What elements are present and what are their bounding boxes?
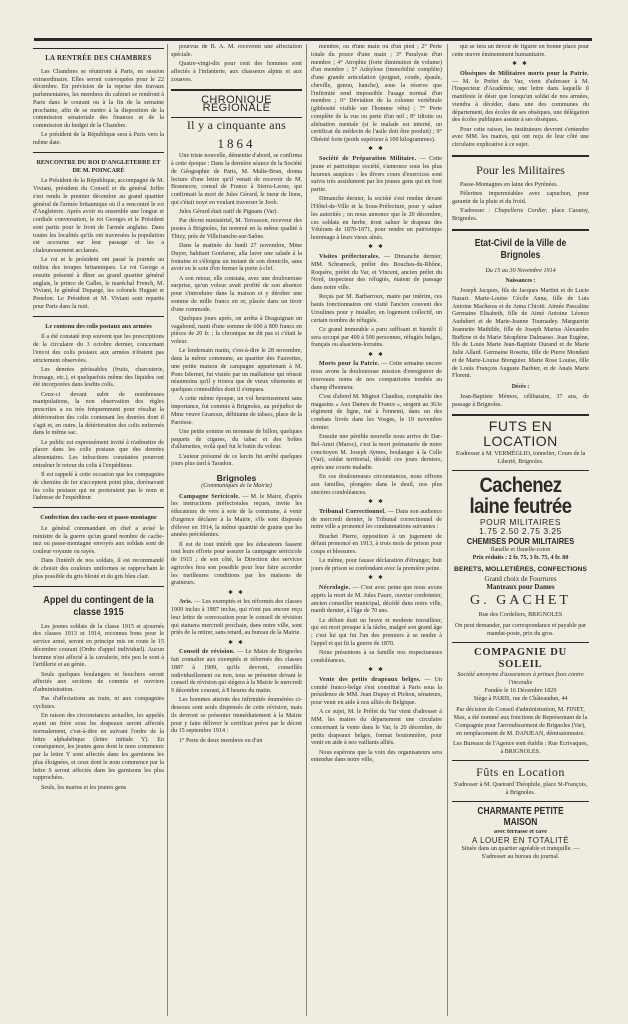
article-paragraph: Le défunt était un brave et modeste travailleur, qui est mort presque à la tâche, malgré son grand âge ; c'est lui qui fut l'un des premiers à se rendre à l'appel et qui fit la guerre de 1870.	[311, 617, 442, 647]
run-in-heading: Société de Préparation Militaire.	[319, 156, 417, 162]
article-paragraph: Par décret ministériel, M. Terrasson, receveur des postes à Brignoles, fut nommé en la même qualité à Thizy, près de Villefranche-sur-Saône.	[171, 218, 302, 240]
section-rule	[452, 414, 589, 416]
article-paragraph: 1° Perte de deux membres ou d'un	[179, 737, 263, 744]
section-rule	[33, 48, 164, 49]
heading-naissances: Naissances :	[505, 278, 536, 285]
paragraph-text: — Les exemptés et les réformés des classes 1909 inclus à 1887 inclus, qui n'ont pas encore reçu leur lettre de convocation pour le conseil de révision qui statuera mercredi prochain, dans notre ville, sont priés de la retirer, sans retard, au bureau de la Mairie.	[171, 599, 302, 637]
heading-colis: Le contenu des colis postaux aux armées	[45, 322, 152, 330]
heading-chronique: CHRONIQUE RÉGIONALE	[201, 94, 272, 114]
article-paragraph: Dimanche dernier, la société s'est rendue devant l'Hôtel-de-Ville et la Sous-Préfecture, pour y saluer les autorités ; on nous annonce que le 20 décembre, ces soldats en herbe, iront saluer le drapeau des Vétérans de 1870-1871, pour rendre un patriotique hommage à leurs vieux aînés.	[311, 196, 442, 241]
heading-militaires: Pour les Militaires	[476, 162, 565, 177]
run-in-heading: Morts pour la Patrie.	[319, 361, 380, 368]
ad-paragraph: Passe-Montagnes en laine des Pyrénées.	[460, 181, 558, 188]
star-separator: ✱ ✱	[368, 499, 385, 505]
article-paragraph	[311, 361, 442, 392]
ad-futs	[452, 419, 589, 466]
ad-paragraph: Pèlerines imperméables avec capuchon, pour garantir de la pluie et du froid.	[452, 191, 589, 205]
article-paragraph: Nous présentons à sa famille nos respectueuses condoléances.	[311, 650, 442, 664]
article-paragraph: Le même, pour fausse déclaration d'étranger, huit jours de prison se confondant avec la première peine.	[311, 558, 442, 572]
ad-text: Manteaux pour Dames	[486, 583, 555, 592]
article-paragraph: Il a été constaté trop souvent que les prescriptions de la circulaire du 3 octobre dernier, concernant l'envoi des colis postaux aux armées n'étaient pas strictement observées.	[33, 334, 164, 364]
article-paragraph	[171, 494, 302, 541]
article-paragraph: Une petite somme en monnaie de billon, quelques paquets de cigares, du tabac et des boîtes d'allumettes, voilà quel fut le butin du voleur.	[171, 428, 302, 451]
article-paragraph: Brachet Pierre, opposition à un jugement de défaut prononcé en 1913, à trois mois de prison pour coups et blessures.	[311, 533, 442, 555]
heading-etat-civil: Etat-Civil de la Ville de Brignoles	[474, 237, 567, 261]
article-paragraph: Le général commandant en chef a avisé le ministre de la guerre qu'un grand nombre de cache-nez ou passe-montagne envoyés aux soldats sont de couleur voyante ou rayés.	[33, 525, 164, 555]
ad-text: Les Bureaux de l'Agence sont établis : Rue Ecrivaques, à BRIGNOLES.	[453, 741, 588, 756]
article-paragraph	[171, 599, 302, 638]
ad-text: Siège à PARIS, rue de Châteaudun, 44	[473, 696, 568, 703]
paragraph-text: — Dimanche dernier, MM. Schrameck, préfet des Bouches-du-Rhône, Roquère, préfet du Var, et Vincent, ancien préfet du Nord, inspecteur des réfugiés, étaient de passage dans notre ville.	[311, 254, 442, 291]
star-separator: ✱ ✱	[228, 589, 245, 596]
section-rule	[452, 470, 589, 471]
ad-text: Grand choix de Fourrures	[484, 575, 557, 584]
article-paragraph: A cette même époque, un vol heureusement sans importance, fut commis à Brignoles, au préjudice de Mme veuve Granoux, débitante de tabacs, place de la Paroisse.	[171, 396, 302, 426]
article-paragraph	[171, 649, 302, 696]
ad-text: CHEMISES POUR MILITAIRES	[466, 536, 575, 547]
heading-cinquante-ans: Il y a cinquante ans	[186, 117, 287, 132]
star-separator: ✱ ✱	[368, 244, 385, 251]
article-paragraph	[452, 71, 589, 125]
article-paragraph: Ceux-ci devant subir de nombreuses manipulations, la non observation des règles prescrites a eu très fréquemment pour résultat la détérioration des colis contenant les denrées dont il s'agit et, en outre, la détérioration des colis enfermés dans le même sac.	[33, 391, 164, 437]
ad-text: On peut demander, par correspondance et payable par mandat-poste, prix du gros.	[454, 623, 587, 638]
article-paragraph: A ce sujet, M. le Préfet du Var vient d'adresser à MM. les maires du département une circulaire concernant la vente dans le Var, le 20 décembre, de petits drapeaux belges, format boutonnière, pour venir en aide à nos vaillants alliés.	[311, 709, 442, 747]
article-paragraph: En raison des circonstances actuelles, les appelés ayant un frère sous les drapeaux seront affectés normalement, c'est-à-dire en suivant l'ordre de la lettre alphabétique (lettre initiale Y). En conséquence, les jeunes gens dont le nom commence par la lettre Y sont affectés dans les garnisons les plus éloignées, et ceux dont le nom commence par la lettre S seront affectés dans les garnisons les plus rapprochées.	[33, 713, 164, 782]
article-paragraph: pourvus de B. A. M. recevront une affectation spéciale.	[171, 44, 302, 58]
article-paragraph: qui se fera un devoir de figurer en bonne place pour cette œuvre éminemment humanitaire.	[452, 44, 589, 58]
ad-maison	[452, 806, 589, 861]
article-paragraph: Reçus par M. Barbarroux, maire par intérim, ces hauts fonctionnaires ont visité l'ancien couvent des Ursulines pour y installer, en logement collectif, un certain nombre de réfugiés.	[311, 294, 442, 324]
article-paragraph: En ces douloureuses circonstances, nous offrons aux familles, plongées dans le deuil, nos plus sincères condoléances.	[311, 474, 442, 496]
ad-text: S'adresser :	[460, 208, 491, 214]
star-separator: ✱ ✱	[512, 61, 529, 67]
article-paragraph: Seuls quelques boulangers et bouchers seront affectés aux sections de commis et ouvriers d'administration.	[33, 671, 164, 693]
article-paragraph: Pour cette raison, les instituteurs devront s'entendre avec MM. les maires, qui ont reçu de leur côté une circulaire explicative à ce sujet.	[452, 126, 589, 148]
star-separator: ✱ ✱	[368, 146, 385, 153]
ad-text: A LOUER EN TOTALITÉ	[471, 836, 570, 846]
article-paragraph: Dans la matinée du lundi 27 novembre, Mme Duyer, habitant Gonfaron, alla laver une salade à la fontaine et s'éloigna un instant de son domicile, sans avoir eu le soin d'en fermer la porte à clef.	[171, 243, 302, 273]
article-paragraph: Le public est expressément invité à n'admettre de placer dans les colis postaux que des denrées alimentaires. Les infractions constatées pourront entraîner le retour du colis à l'expéditeur.	[33, 439, 164, 469]
ad-text: Chapellerie Cordier,	[494, 208, 548, 214]
article-paragraph	[311, 254, 442, 293]
ad-text: S'adresser à M. Queirard Théophile, place St-François, à Brignoles.	[453, 782, 588, 797]
births-list: Joseph Jacques, fils de Jacques Martini et de Lucie Nazari. Marie-Louise Cécile Anna, fille de Luis Antoine Macheras et de Anna Chiotti. Aimée Pascaline Germaine Elisabeth, fille de Aimé Antoine Léonce Audubert et de Marie-Jeanne Tournadey. Marguerite Jeannette Mathilde, fille de Joseph Marius Alexandre Buffene et de Marie Séraphine Dalmasso. Jean Eugène, fils de Louis Marie Jean-Baptiste Durand et de Marie Julie Allard. Germaine Rosette, fille de Pierre Mondani et de Marie-Louise Brenguier. Marie Rose Louise, fille de Louis François Auguste Barbier, et de Anaïs Marie Florent.	[452, 288, 589, 380]
ad-title: FUTS EN LOCATION	[483, 418, 558, 450]
top-rule	[34, 38, 592, 41]
paragraph-text: — M. le Préfet du Var, vient d'adresser à M. l'Inspecteur d'Académie, une lettre dans laquelle il manifeste le désir que lorsqu'un soldat de nos armées, viendra à décéder, dans une des communes du département, des écoles de ses obsèques, une délégation des écoles publiques assiste à ses obsèques.	[452, 78, 589, 124]
article-paragraph: Ce grand immeuble a paru suffisant et bientôt il sera occupé par 400 à 500 personnes, réfugiés belges, français ou alsaciens-lorrains.	[311, 326, 442, 349]
article-paragraph: Quelques jours après, on arrêta à Draguignan un vagabond, nanti d'une somme de 600 à 800 francs en pièces de 20 fr. ; la chronique ne dit pas si c'était le voleur.	[171, 315, 302, 345]
article-paragraph: Jules Gérard était natif de Pignans (Var).	[179, 209, 278, 215]
ad-text: Située dans un quartier agréable et tranquille. — S'adresser au bureau du journal.	[461, 846, 580, 861]
ad-text: Par décision du Conseil d'administration, M. FINET, Max, a été nommé aux fonctions de Représentant de la Compagnie pour l'arrondissement de Brignoles (Var), en remplacement de M. DANJEAN, démissionnaire.	[453, 707, 588, 738]
heading-brignoles: Brignoles	[216, 473, 257, 483]
article-paragraph: Le roi et le président ont passé la journée au milieu des troupes britanniques. Le roi George a ensuite présenté à dîner au grand quartier général anglais, le prince de Galles, le maréchal French, M. Viviani, le général Dupargé, les colonels Huguet et Penelon. Le Président et M. Viviani sont repartis pour Paris dans la nuit.	[33, 257, 164, 310]
article-paragraph: Pas d'affectations au train, ni aux compagnies cyclistes.	[33, 696, 164, 710]
ad-merchant-name: G. GACHET	[470, 593, 571, 609]
ad-title: Fûts en Location	[476, 765, 565, 780]
run-in-heading: Visites préfectorales.	[319, 254, 380, 260]
heading-year: 1864	[217, 135, 256, 151]
paragraph-text: — Cette jeune et patriotique société, s'annonce sous les plus heureux auspices : les divers cours d'exercices sont suivis très assidument par les jeunes gens qui en font partie.	[311, 156, 442, 193]
ad-paragraph	[452, 208, 589, 224]
section-rule	[452, 155, 589, 157]
paragraph-text: — C'est avec peine que nous avons appris la mort de M. Jules Faure, ouvrier cordonnier, ancien conseiller municipal, décédé dans notre ville, mardi dernier, à l'âge de 70 ans.	[311, 585, 442, 615]
paragraph-text: — Dans son audience de mercredi dernier, le Tribunal correctionnel de notre ville a prononcé les condamnations suivantes :	[311, 508, 442, 531]
column-3	[311, 44, 442, 1016]
heading-rencontre: RENCONTRE DU ROI D'ANGLETERRE ET DE M. POINCARÉ	[36, 158, 161, 174]
ad-text: Rue des Cordeliers, BRIGNOLES	[478, 612, 563, 619]
heading-cachenez: Confection des cache-nez et passe-montagne	[40, 514, 157, 521]
ad-prices: 1.75 2.50 2.75 3.25	[479, 526, 562, 537]
paragraph-text: — Le Maire de Brignoles fait connaître aux exemptés et réformés des classes 1887 à 1909, qu'ils devront, conseillés individuellement ou non, tous se présenter devant le conseil de révision qui siégera à la Mairie le mercredi 9 décembre courant, à 8 heures du matin.	[171, 649, 302, 694]
section-rule	[33, 586, 164, 587]
run-in-heading: Avis.	[179, 599, 193, 606]
ad-title: Cachenez laine feutrée	[469, 474, 572, 519]
deaths-list: Jean-Baptiste Mémos, célibataire, 37 ans, de passage à Brignoles.	[452, 393, 589, 408]
section-rule	[452, 229, 589, 231]
section-rule	[452, 760, 589, 761]
article-paragraph: membre, ou d'une main ou d'un pied ; 2° Perte totale du pouce d'une main ; 3° Paralysie d'un membre ; 4° Atrophie (forte diminution de volume) d'un membre ; 5° Ankylose (immobilité complète) d'une grande articulation (poignet, coude, épaule, cheville, genou, hanche), sous la réserve que l'infirmité rend impossible l'usage normal d'un membre ; 6° Déviation de la colonne vertébrale (gibbosité visible sur l'homme vêtu) ; 7° Perte complète de la vue ou perte d'un œil ; 8° Idiotie ou aliénation mentale (si le malade est interné, un certificat du médecin de l'asile doit être produit) ; 9° Obésité forte (poids supérieur à 100 kilogrammes).	[311, 44, 442, 143]
article-paragraph: Quatre-vingt-dix pour cent des hommes sont affectés à l'infanterie, aux chasseurs alpins et aux zouaves.	[171, 61, 302, 83]
article-paragraph: Le Président de la République, accompagné de M. Viviani, président du Conseil et du général Joffre s'est rendu le premier décembre au grand quartier général de l'armée britannique où il a rencontré le roi d'Angleterre. Après avoir eu ensemble une longue et cordiale conversation, le roi Georges et le Président sont partis pour le front de l'armée anglaise. Dans toutes les localités qu'ils ont traversées la population est accourue sur leur passage et les a chaleureusement acclamés.	[33, 178, 164, 254]
ad-title: COMPAGNIE DU SOLEIL	[473, 647, 568, 671]
heading-etat-civil-dates: Du 15 au 30 Novembre 1914	[485, 267, 556, 274]
column-2	[171, 44, 302, 1016]
article-paragraph: C'est d'abord M. Mignot Claudius, comptable des magasins « Aux Dames de France », sergent au 363e régiment de ligne, tué à l'ennemi, dans un des combats livrés dans les Vosges, le 19 novembre dernier.	[311, 393, 442, 431]
run-in-heading: Campagne Sericicole.	[179, 493, 240, 500]
run-in-heading: Nécrologie.	[319, 585, 351, 591]
article-paragraph	[311, 585, 442, 616]
ad-text: Fondée le 16 Décembre 1829	[484, 688, 557, 695]
section-rule	[452, 801, 589, 802]
column-4	[452, 44, 589, 1016]
article-paragraph	[311, 677, 442, 708]
star-separator: ✱ ✱	[228, 639, 245, 646]
heading-rentree: LA RENTRÉE DES CHAMBRES	[45, 55, 152, 62]
article-paragraph: L'auteur présumé de ce larcin fut arrêté quelques jours plus tard à Taradon.	[171, 453, 302, 468]
article-paragraph: Les Chambres se réuniront à Paris, en session extraordinaire. Elles seront convoquées pour le 22 décembre. En prévision de la reprise des travaux parlementaires, les membres du cabinet se rendront à Paris dans le courant ou à la fin de la semaine prochaine, afin de se mettre à la disposition de la commission sénatoriale des finances et de la commission du budget de la Chambre.	[33, 68, 164, 129]
ad-text: BERETS, MOLLETIÈRES, CONFECTIONS	[454, 566, 587, 574]
article-paragraph: Il est rappelé à cette occasion que les compagnies de chemins de fer n'acceptent point plus, dorénavant les colis postaux qui ne porteraient pas le nom et l'adresse de l'expéditeur.	[33, 472, 164, 502]
section-rule	[171, 89, 302, 91]
section-rule	[33, 152, 164, 153]
article-paragraph: Les jeunes soldats de la classe 1915 et ajournés des classes 1913 et 1914, reconnus bons pour le service armé, seront en principe mis en route le 15 décembre courant (Ordre d'appel individuel). Aucun homme n'est affecté à la cavalerie, très peu le sont à l'artillerie et au génie.	[33, 623, 164, 669]
column-divider	[306, 44, 307, 1016]
ad-title: CHARMANTE PETITE MAISON	[477, 806, 564, 829]
star-separator: ✱ ✱	[368, 667, 385, 673]
star-separator: ✱ ✱	[368, 575, 385, 582]
ad-text: S'adresser à M. VERMÉGLIO, tonnelier, Cours de la Liberté, Brignoles.	[455, 451, 586, 466]
article-paragraph: Une triste nouvelle, démentie d'abord, se confirma à cette époque : Dans la dernière séance de la Société de Géographie de Paris, M. Malte-Brun, donna lecture d'une lettre qu'il venait de recevoir de M. Braunecre, consul de France à Sierra-Leone, qui confirmait la mort de Jules Gérard, le tueur de lions, qui s'était noyé en voulant traverser le Joob.	[171, 153, 302, 206]
article-paragraph: Le président de la République sera à Paris vers la même date.	[33, 132, 164, 146]
run-in-heading: Obsèques de Militaires morts pour la Patrie.	[460, 70, 589, 77]
paragraph-text: — M. le Maire, d'après les instructions préfectorales reçues, invite les éducateurs de vers à soie de la commune, à venir d'urgence déclarer à la Mairie, s'ils sont disposés d'élever en 1914, la même quantité de graine que les années précédentes.	[171, 493, 302, 539]
ad-text: avec terrasse et cave	[494, 829, 547, 836]
ad-text: Société anonyme d'assurances à primes fixes contre l'incendie	[457, 672, 584, 687]
article-paragraph: Dans l'intérêt de nos soldats, il est recommandé de choisir des couleurs uniformes se rapprochant le plus possible du gris bleuté et du gris bleu clair.	[33, 558, 164, 580]
ad-text: POUR MILITAIRES	[479, 517, 562, 528]
section-rule	[33, 316, 164, 317]
run-in-heading: Tribunal Correctionnel.	[319, 508, 386, 515]
article-paragraph: Les hommes atteints des infirmités énumérées ci-dessous sont seuls dispensés de cette révision, mais ils devront se présenter immédiatement à la Mairie pour y faire délivrer le certificat prévu par le décret du 15 septembre 1914 :	[171, 697, 302, 735]
star-separator: ✱ ✱	[368, 351, 385, 358]
ad-text: flanelle et flanelle-coton	[490, 547, 551, 554]
ad-text: place Caramy, Brignoles.	[452, 208, 589, 222]
run-in-heading: Conseil de révision.	[179, 649, 235, 656]
article-paragraph: Le lendemain matin, c'est-à-dire le 28 novembre, dans la même commune, au quartier des Fauvettes, une petite maison de campagne appartenant à M. Pons Isfernet, fut visitée par un malfaiteur qui réussit néanmoins qu'il y trouva que de vieux vêtements et quelques comestibles dont il s'empara.	[171, 348, 302, 393]
article-paragraph: Ensuite une pénible nouvelle nous arrive de Dar-Bel-Amri (Maroc), c'est la mort prématurée de notre concitoyen M. Joseph Aymes, boulanger à la Celle (Var), soldat territorial, décédé ces jours derniers, après une courte maladie.	[311, 434, 442, 471]
column-divider	[167, 44, 168, 1016]
article-paragraph	[311, 156, 442, 195]
column-divider	[447, 44, 448, 1016]
heading-appel: Appel du contingent de la classe 1915	[43, 593, 154, 618]
heading-brignoles-sub: (Communiqués de la Mairie)	[201, 482, 272, 489]
paragraph-text: — Cette semaine encore nous avons la douloureuse mission d'enregistrer de nouveaux noms de nos compatriotes tombés au champ d'honneur.	[311, 361, 442, 391]
ad-cachenez	[452, 475, 589, 638]
article-paragraph: Les denrées périssables (fruits, charcuterie, fromage, etc.), et quelquefois même des liquides ont été incorporées dans lesdits colis.	[33, 366, 164, 389]
article-paragraph	[311, 509, 442, 532]
column-1	[33, 44, 164, 1016]
article-paragraph: Il est de tout intérêt que les éducateurs fassent tout leurs efforts pour assurer la campagne séricicole de 1915 ; de son côté, la Direction des services agricoles fera son possible pour leur faire accorder les meilleures conditions par les maisons de graineurs.	[171, 541, 302, 587]
section-rule	[33, 507, 164, 508]
article-paragraph: A son retour, elle constata, avec une douloureuse surprise, qu'un voleur avait profité de son absence pour s'introduire dans la maison et y dérober une somme de mille francs en or, placée dans un tiroir d'une commode.	[171, 275, 302, 313]
heading-deces: Décès :	[511, 384, 530, 390]
article-paragraph: Nous espérons que la voix des organisateurs sera entendue dans notre ville,	[311, 749, 442, 764]
ad-text: Prix réduits : 2 fr. 75, 3 fr. 75, 4 fr. 80	[472, 555, 569, 562]
paragraph-text: — Un comité franco-belge s'est constitué à Paris sous la présidence de MM. Jean Dupuy et Pichon, sénateurs, pour venir en aide à nos alliés de Belgique.	[311, 676, 442, 706]
article-paragraph: Seuls, les marins et les jeunes gens	[41, 784, 127, 791]
ad-compagnie-soleil	[452, 647, 589, 756]
ad-futs-2	[452, 765, 589, 797]
run-in-heading: Vente des petits drapeaux belges.	[319, 676, 421, 683]
section-rule	[452, 642, 589, 643]
